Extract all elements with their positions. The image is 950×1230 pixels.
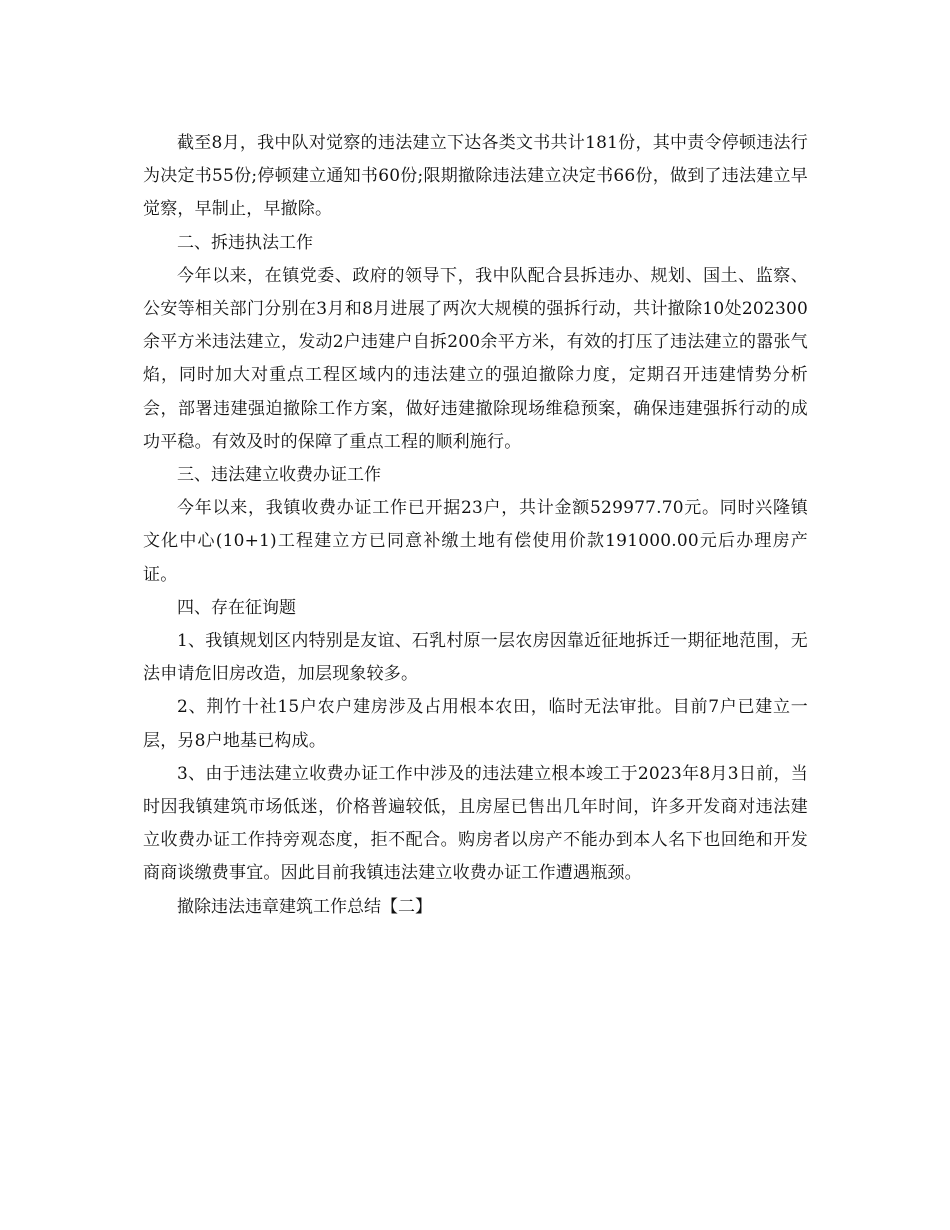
section-heading-demolition: 二、拆违执法工作	[177, 232, 313, 253]
paragraph-problem-3: 3、由于违法建立收费办证工作中涉及的违法建立根本竣工于2023年8月3日前，当时因我镇建筑市场低迷，价格普遍较低，且房屋已售出几年时间，许多开发商对违法建立收费办证工作持旁观态度，拒不配合。购房者以房产不能办到本人名下也回绝和开发商商谈缴费事宜。因此目前我镇违法建立收费办证工作遭遇瓶颈。	[143, 763, 808, 884]
paragraph-demolition-actions: 今年以来，在镇党委、政府的领导下，我中队配合县拆违办、规划、国土、监察、公安等相关部门分别在3月和8月进展了两次大规模的强拆行动，共计撤除10处202300余平方米违法建立，发动2户违建户自拆200余平方米，有效的打压了违法建立的嚣张气焰，同时加大对重点工程区域内的违法建立的强迫撤除力度，定期召开违建情势分析会，部署违建强迫撤除工作方案，做好违建撤除现场维稳预案，确保违建强拆行动的成功平稳。有效及时的保障了重点工程的顺利施行。	[143, 265, 808, 452]
paragraph-problem-1: 1、我镇规划区内特别是友谊、石乳村原一层农房因靠近征地拆迁一期征地范围，无法申请危旧房改造，加层现象较多。	[143, 631, 808, 685]
paragraph-fees: 今年以来，我镇收费办证工作已开据23户，共计金额529977.70元。同时兴隆镇文化中心(10+1)工程建立方已同意补缴土地有偿使用价款191000.00元后办理房产证。	[143, 498, 808, 585]
paragraph-summary-documents: 截至8月，我中队对觉察的违法建立下达各类文书共计181份，其中责令停顿违法行为决定书55份;停顿建立通知书60份;限期撤除违法建立决定书66份，做到了违法建立早觉察，早制止，早撤除。	[143, 133, 808, 220]
section-heading-problems: 四、存在征询题	[177, 597, 296, 618]
document-page	[143, 127, 808, 924]
section-heading-summary-two: 撤除违法违章建筑工作总结【二】	[177, 896, 432, 917]
paragraph-problem-2: 2、荆竹十社15户农户建房涉及占用根本农田，临时无法审批。目前7户已建立一层，另8户地基已构成。	[143, 697, 808, 751]
section-heading-fees: 三、违法建立收费办证工作	[177, 465, 381, 486]
